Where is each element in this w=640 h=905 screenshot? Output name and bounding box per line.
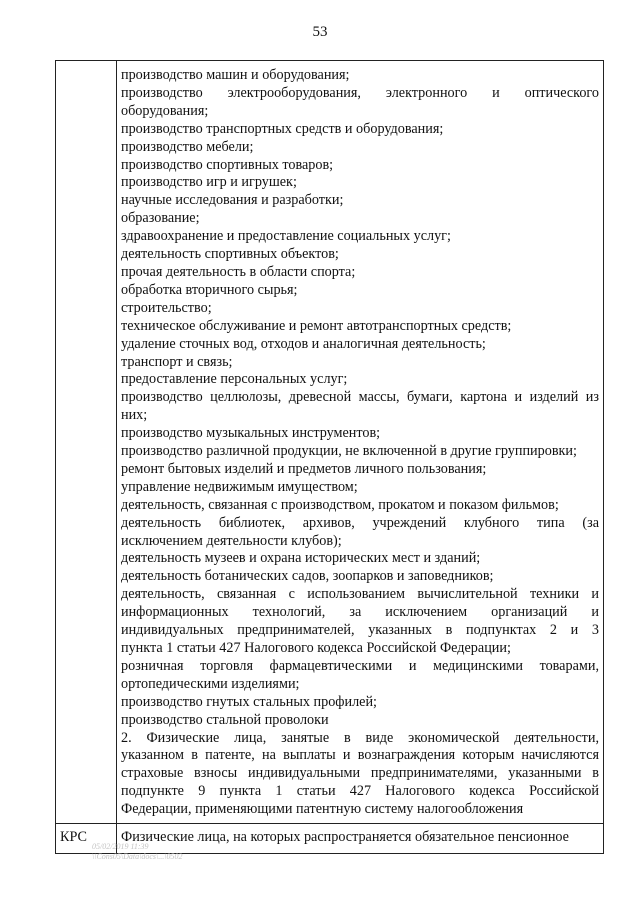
text-line: производство машин и оборудования; (121, 67, 350, 83)
text-line: техническое обслуживание и ремонт автотранспортных средств; (121, 317, 512, 334)
text-line: исключением деятельности клубов); (121, 532, 342, 549)
text-line: производство спортивных товаров; (121, 156, 334, 173)
text-line: производство стальной проволоки (121, 711, 329, 728)
text-line: деятельность библиотек, архивов, учреждений клубного типа (за (121, 514, 599, 531)
text-line: пункта 1 статьи 427 Налогового кодекса Российской Федерации; (121, 640, 511, 656)
text-line: образование; (121, 210, 200, 227)
text-line: производство целлюлозы, древесной массы, бумаги, картона и изделий из (121, 389, 599, 406)
text-line: информационных технологий, за исключением организаций и (121, 604, 599, 621)
text-line: оборудования; (121, 102, 209, 119)
text-line: указанном в патенте, на выплаты и вознаграждения которым начисляются (121, 747, 599, 764)
text-line: деятельность, связанная с использованием вычислительной техники и (121, 586, 599, 603)
text-line: обработка вторичного сырья; (121, 281, 298, 298)
text-line: индивидуальных предпринимателей, указанных в подпунктах 2 и 3 (121, 622, 599, 639)
text-line: производство различной продукции, не включенной в другие группировки; (121, 443, 577, 460)
text-line: прочая деятельность в области спорта; (121, 263, 356, 280)
text-line: Физические лица, на которых распространяется обязательное пенсионное (121, 829, 569, 846)
stamp-line: \\Cons05\Data\docs\...\0502 (92, 852, 183, 861)
stamp-line: 05/02/2019 11:39 (92, 842, 149, 851)
text-line: здравоохранение и предоставление социальных услуг; (121, 228, 451, 245)
text-line: 2. Физические лица, занятые в виде экономической деятельности, (121, 729, 599, 746)
description-cell (117, 824, 604, 854)
tariff-table (55, 60, 604, 854)
description-cell (117, 61, 604, 824)
text-line: деятельность музеев и охрана исторических мест и зданий; (121, 550, 481, 567)
text-line: страховые взносы индивидуальными предпринимателями, указанными в (121, 765, 599, 782)
text-line: Федерации, применяющими патентную систему налогообложения (121, 801, 524, 818)
text-line: производство транспортных средств и оборудования; (121, 120, 444, 137)
text-line: них; (121, 407, 148, 424)
text-line: научные исследования и разработки; (121, 192, 344, 209)
text-line: производство мебели; (121, 138, 254, 155)
page-number: 53 (312, 24, 328, 40)
text-line: строительство; (121, 299, 212, 316)
text-line: подпункте 9 пункта 1 статьи 427 Налогового кодекса Российской (121, 783, 599, 800)
text-line: управление недвижимым имуществом; (121, 478, 358, 495)
text-line: производство музыкальных инструментов; (121, 425, 381, 442)
text-line: деятельность спортивных объектов; (121, 246, 339, 263)
text-line: ремонт бытовых изделий и предметов личного пользования; (121, 460, 487, 477)
text-line: предоставление персональных услуг; (121, 371, 348, 388)
text-line: деятельность ботанических садов, зоопарков и заповедников; (121, 568, 494, 585)
text-line: ортопедическими изделиями; (121, 675, 300, 692)
table-row (56, 61, 604, 824)
text-line: розничная торговля фармацевтическими и медицинскими товарами, (121, 657, 599, 674)
code-cell (56, 61, 117, 824)
text-line: производство гнутых стальных профилей; (121, 693, 377, 710)
text-line: деятельность, связанная с производством, прокатом и показом фильмов; (121, 496, 559, 513)
text-line: транспорт и связь; (121, 353, 233, 370)
text-line: удаление сточных вод, отходов и аналогичная деятельность; (121, 335, 486, 352)
footer-stamp (92, 842, 182, 862)
text-line: производство игр и игрушек; (121, 174, 297, 191)
text-line: производство электрооборудования, электронного и оптического (121, 84, 599, 101)
code-cell: КРС (56, 824, 117, 854)
